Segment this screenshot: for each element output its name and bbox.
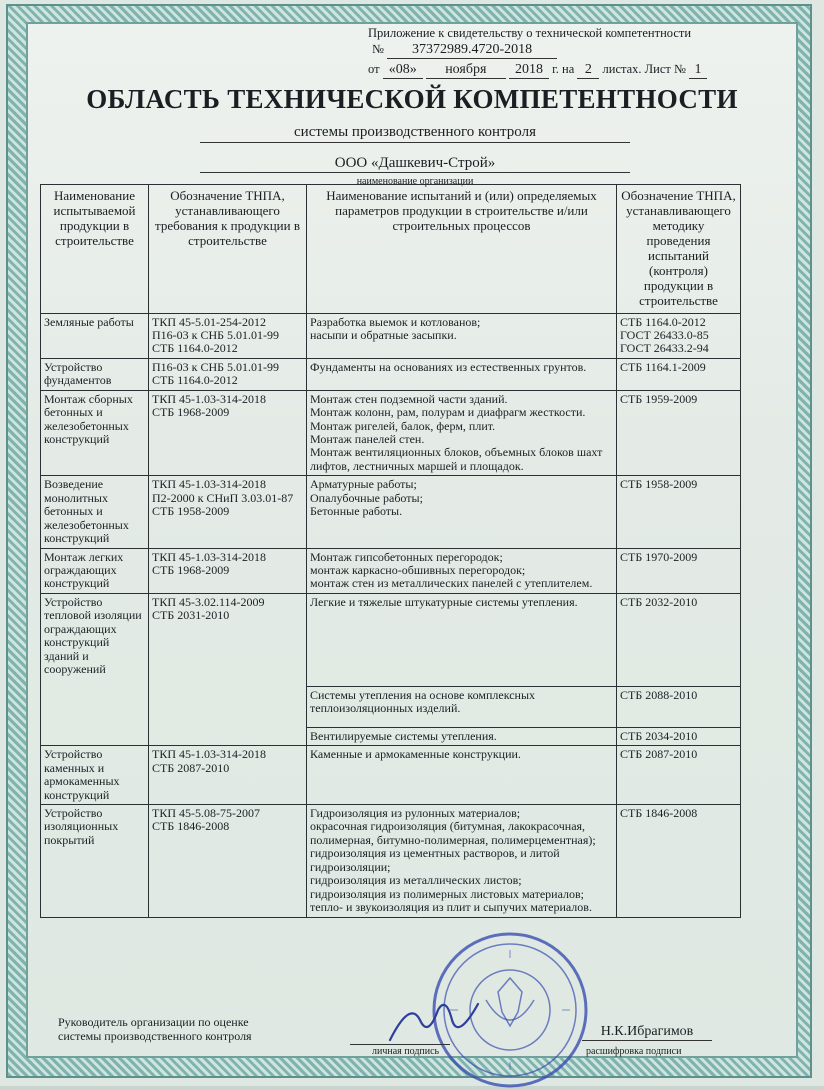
tnpa-line: ТКП 45-1.03-314-2018 [152,477,266,492]
method-line: СТБ 2087-2010 [620,747,698,762]
name-caption: расшифровка подписи [586,1046,682,1057]
method-line: ГОСТ 26433.0-85 [620,327,709,342]
column-header: Наименование испытаний и (или) определяемых параметров продукции в строительстве и/или строительных процессов [307,185,617,314]
method-cell [617,313,741,358]
test-line: гидроизоляция из цементных растворов, и литой гидроизоляции; [310,846,560,874]
tests-cell [307,805,617,918]
appendix-text: Приложение к свидетельству о технической компетентности [368,26,692,40]
tnpa-cell [149,805,307,918]
method-cell [617,358,741,390]
tnpa-line: П2-2000 к СНиП 3.03.01-87 [152,490,294,505]
date-day: «08» [383,62,423,79]
tnpa-line: П16-03 к СНБ 5.01.01-99 [152,327,280,342]
method-cell [617,805,741,918]
test-line: Монтаж гипсобетонных перегородок; [310,549,503,564]
number-label: № [372,42,384,56]
tests-cell: Системы утепления на основе комплексных теплоизоляционных изделий. [307,686,617,727]
method-line: СТБ 1164.0-2012 [620,314,706,329]
role-line: системы производственного контроля [58,1028,252,1043]
tests-cell [307,390,617,476]
test-line: Монтаж стен подземной части зданий. [310,391,508,406]
test-line: окрасочная гидроизоляция (битумная, лакокрасочная, полимерная, битумно-полимерная, полимерцементная); [310,819,596,847]
tnpa-line: ТКП 45-5.01-254-2012 [152,314,266,329]
table-row [41,805,741,918]
table-header-row [41,185,741,314]
tnpa-line: ТКП 45-5.08-75-2007 [152,806,260,820]
test-line: Фундаменты на основаниях из естественных грунтов. [310,359,587,374]
test-line: Бетонные работы. [310,504,403,519]
method-cell [617,476,741,548]
tnpa-line: СТБ 2087-2010 [152,760,230,775]
tnpa-cell [149,593,307,745]
method-cell [617,746,741,805]
test-line: Монтаж колонн, рам, полурам и диафрагм жесткости. [310,405,586,420]
sheet-number: 1 [689,62,707,79]
tnpa-line: ТКП 45-1.03-314-2018 [152,391,266,406]
table-row [41,358,741,390]
tests-cell: Легкие и тяжелые штукатурные системы утепления. [307,593,617,686]
tnpa-cell [149,476,307,548]
signature-caption: личная подпись [372,1046,440,1057]
page-subtitle: системы производственного контроля [200,124,630,143]
date-line [368,62,707,79]
method-line: СТБ 1846-2008 [620,806,698,820]
product-cell: Монтаж сборных бетонных и железобетонных конструкций [41,390,149,476]
column-header: Наименование испытываемой продукции в строительстве [41,185,149,314]
test-line: насыпи и обратные засыпки. [310,327,457,342]
pages-label: листах. [602,62,642,76]
tnpa-cell [149,548,307,593]
tnpa-cell [149,746,307,805]
certificate-number-line [372,42,557,59]
signature-line [350,1044,450,1045]
product-cell: Устройство фундаментов [41,358,149,390]
date-month: ноября [426,62,506,79]
method-line: СТБ 1970-2009 [620,549,698,564]
product-cell: Устройство изоляционных покрытий [41,805,149,918]
test-line: Монтаж вентиляционных блоков, объемных блоков шахт лифтов, лестничных маршей и площадок. [310,445,603,473]
test-line: монтаж стен из металлических панелей с утеплителем. [310,576,593,591]
tnpa-cell [149,390,307,476]
year-suffix: г. на [552,62,575,76]
tnpa-line: СТБ 2031-2010 [152,608,230,623]
tests-cell [307,476,617,548]
test-line: Монтаж ригелей, балок, ферм, плит. [310,418,496,433]
table-row [41,593,741,686]
table-row [41,476,741,548]
test-line: гидроизоляция из металлических листов; [310,873,522,888]
test-line: Каменные и армокаменные конструкции. [310,747,521,762]
tnpa-line: СТБ 1968-2009 [152,405,230,420]
method-line: СТБ 1164.1-2009 [620,359,706,374]
tests-cell [307,548,617,593]
product-cell: Земляные работы [41,313,149,358]
tnpa-cell [149,358,307,390]
page-title: ОБЛАСТЬ ТЕХНИЧЕСКОЙ КОМПЕТЕНТНОСТИ [86,84,738,114]
certificate-number: 37372989.4720-2018 [387,42,557,59]
product-cell: Устройство каменных и армокаменных конструкций [41,746,149,805]
date-year: 2018 [509,62,549,79]
tests-cell [307,313,617,358]
tnpa-line: ТКП 45-3.02.114-2009 [152,594,265,609]
role-line: Руководитель организации по оценке [58,1015,249,1029]
test-line: Разработка выемок и котлованов; [310,314,481,329]
tests-cell [307,358,617,390]
test-line: Опалубочные работы; [310,490,423,505]
test-line: монтаж каркасно-обшивных перегородок; [310,562,526,577]
method-cell: СТБ 2088-2010 [617,686,741,727]
tnpa-line: СТБ 1958-2009 [152,504,230,519]
method-line: ГОСТ 26433.2-94 [620,341,709,356]
tnpa-line: СТБ 1846-2008 [152,819,230,834]
test-line: Монтаж панелей стен. [310,432,425,446]
method-cell [617,390,741,476]
tnpa-cell [149,313,307,358]
tnpa-line: П16-03 к СНБ 5.01.01-99 [152,359,280,374]
test-line: Арматурные работы; [310,477,417,492]
footer-role [58,1016,298,1044]
method-cell: СТБ 2032-2010 [617,593,741,686]
tnpa-line: ТКП 45-1.03-314-2018 [152,747,266,762]
method-line: СТБ 1959-2009 [620,391,698,406]
tests-cell: Вентилируемые системы утепления. [307,727,617,745]
product-cell: Устройство тепловой изоляции ограждающих конструкций зданий и сооружений [41,593,149,745]
tnpa-line: СТБ 1164.0-2012 [152,341,238,356]
method-line: СТБ 1958-2009 [620,477,698,492]
pages-count: 2 [577,62,599,79]
test-line: гидроизоляция из полимерных листовых материалов; [310,886,584,901]
tnpa-line: ТКП 45-1.03-314-2018 [152,549,266,564]
table-row [41,548,741,593]
method-cell [617,548,741,593]
table-row [41,390,741,476]
table-row [41,313,741,358]
column-header: Обозначение ТНПА, устанавливающего методику проведения испытаний (контроля) продукции в строительстве [617,185,741,314]
signatory-name: Н.К.Ибрагимов [582,1024,712,1041]
sheet-label: Лист № [644,62,686,76]
tnpa-line: СТБ 1968-2009 [152,562,230,577]
product-cell: Монтаж легких ограждающих конструкций [41,548,149,593]
product-cell: Возведение монолитных бетонных и железобетонных конструкций [41,476,149,548]
column-header: Обозначение ТНПА, устанавливающего требования к продукции в строительстве [149,185,307,314]
test-line: Гидроизоляция из рулонных материалов; [310,806,521,820]
tests-cell [307,746,617,805]
handwritten-signature [380,990,500,1050]
tnpa-line: СТБ 1164.0-2012 [152,373,238,388]
table-row [41,746,741,805]
from-label: от [368,62,380,76]
organization-name: ООО «Дашкевич-Строй» [200,155,630,173]
test-line: тепло- и звукоизоляция из плит и сыпучих материалов. [310,900,592,915]
organization-caption: наименование организации [356,176,474,187]
competence-table [40,184,741,918]
method-cell: СТБ 2034-2010 [617,727,741,745]
